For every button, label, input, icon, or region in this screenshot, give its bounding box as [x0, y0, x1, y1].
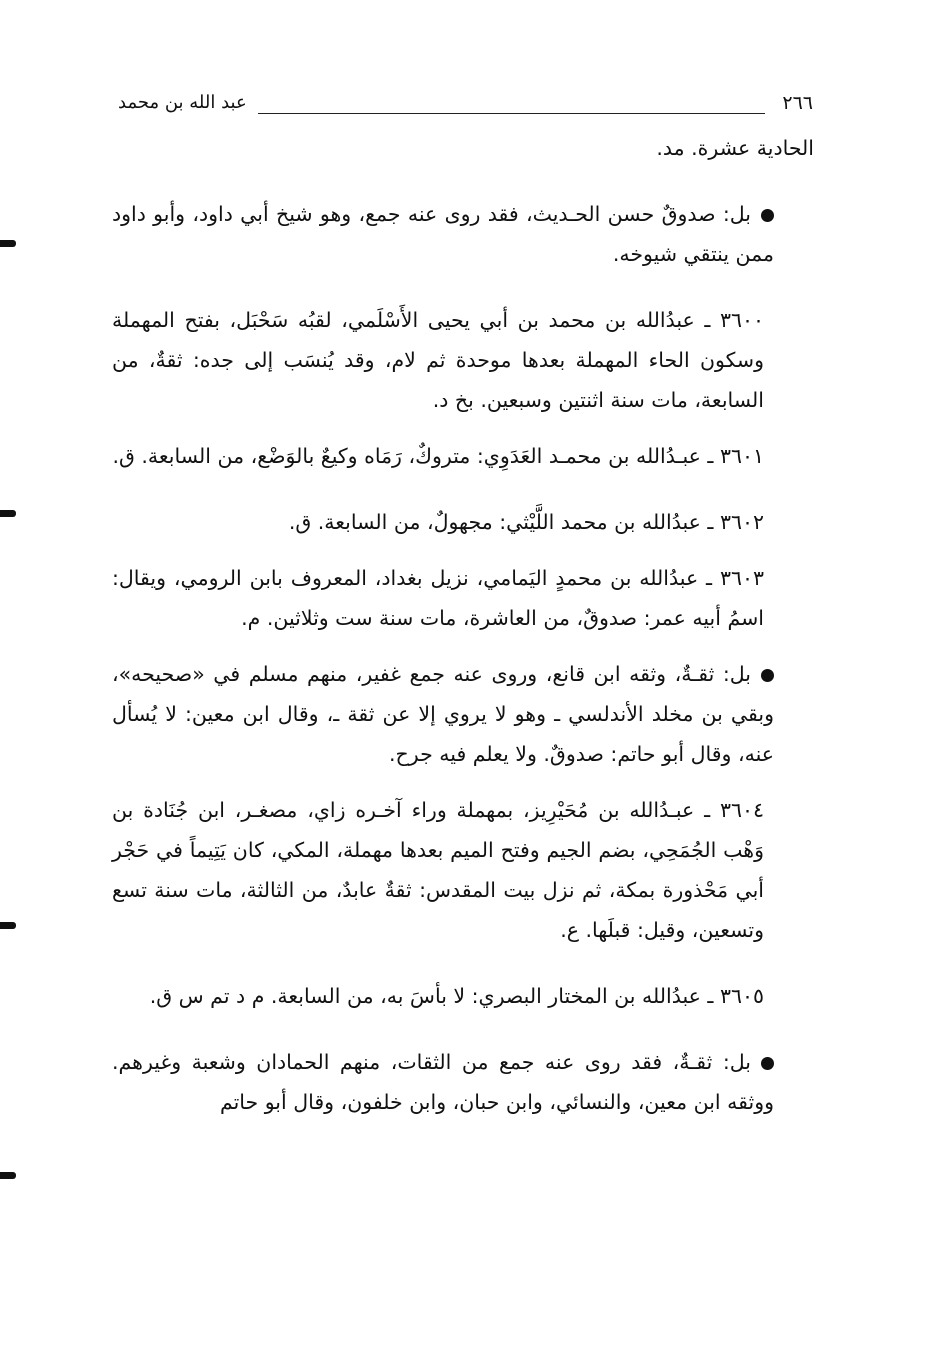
entry-3601: [112, 436, 814, 476]
paragraph-comment: [112, 654, 814, 774]
entry-3602: [112, 502, 814, 542]
paragraph-text: بل: صدوقٌ حسن الحـديث، فقد روى عنه جمع، وهو شيخ أبي داود، وأبو داود ممن ينتقي شيوخه.: [112, 202, 774, 266]
margin-mark: [0, 510, 16, 517]
entry-3604: [112, 790, 814, 950]
margin-mark: [0, 922, 16, 929]
paragraph-text: الحادية عشرة. مد.: [656, 136, 814, 160]
paragraph-text: بل: ثقـةٌ، وثقه ابن قانع، وروى عنه جمع غفير، منهم مسلم في «صحيحه»، وبقي بن مخلد الأندلسي ـ وهو لا يروي إلا عن ثقة ـ، وقال ابن معين: لا يُسأل عنه، وقال أبو حاتم: صدوقٌ. ولا يعلم فيه جرح.: [112, 662, 774, 766]
entry-3605: [112, 976, 814, 1016]
paragraph-text: ٣٦٠١ ـ عبـدُالله بن محمـد العَدَوِي: متروكٌ، رَمَاه وكيعٌ بالوَضْع، من السابعة. ق.: [112, 444, 764, 468]
margin-mark: [0, 240, 16, 247]
margin-mark: [0, 1172, 16, 1179]
running-title: عبد الله بن محمد: [118, 92, 247, 113]
entry-3600: [112, 300, 814, 420]
paragraph-text: ٣٦٠٤ ـ عبـدُالله بن مُحَيْرِيز، بمهملة وراء آخـره زاي، مصغـر، ابن جُنَادة بن وَهْب الجُمَحِي، بضم الجيم وفتح الميم بعدها مهملة، المكي، كان يَتِيماً في حَجْر أبي مَحْذورة بمكة، ثم نزل بيت المقدس: ثقةٌ عابدٌ، من الثالثة، مات سنة تسع وتسعين، وقيل: قبلَها. ع.: [112, 798, 764, 942]
entries-text: [112, 128, 814, 1122]
bullet-icon: [761, 669, 774, 682]
entry-3603: [112, 558, 814, 638]
paragraph-text: ٣٦٠٣ ـ عبدُالله بن محمدٍ اليَمامي، نزيل بغداد، المعروف بابن الرومي، ويقال: اسمُ أبيه عمر: صدوقٌ، من العاشرة، مات سنة ست وثلاثين. م.: [112, 566, 764, 630]
page-header: [118, 92, 813, 122]
paragraph-comment: [112, 1042, 814, 1122]
paragraph-text: بل: ثقـةٌ، فقد روى عنه جمع من الثقات، منهم الحمادان وشعبة وغيرهم. ووثقه ابن معين، والنسائي، وابن حبان، وابن خلفون، وقال أبو حاتم: [112, 1050, 774, 1114]
paragraph-text: ٣٦٠٢ ـ عبدُالله بن محمد اللَّيْثي: مجهولٌ، من السابعة. ق.: [288, 510, 764, 534]
paragraph-text: ٣٦٠٥ ـ عبدُالله بن المختار البصري: لا بأسَ به، من السابعة. م د تم س ق.: [149, 984, 764, 1008]
page-number: ٢٦٦: [782, 92, 813, 114]
header-rule: [258, 113, 765, 114]
paragraph-continuation: [112, 128, 814, 168]
bullet-icon: [761, 209, 774, 222]
paragraph-comment: [112, 194, 814, 274]
bullet-icon: [761, 1057, 774, 1070]
paragraph-text: ٣٦٠٠ ـ عبدُالله بن محمد بن أبي يحيى الأَسْلَمي، لقبُه سَحْبَل، بفتح المهملة وسكون الحاء المهملة بعدها موحدة ثم لام، وقد يُنسَب إلى جده: ثقةٌ، من السابعة، مات سنة اثنتين وسبعين. بخ د.: [112, 308, 764, 412]
